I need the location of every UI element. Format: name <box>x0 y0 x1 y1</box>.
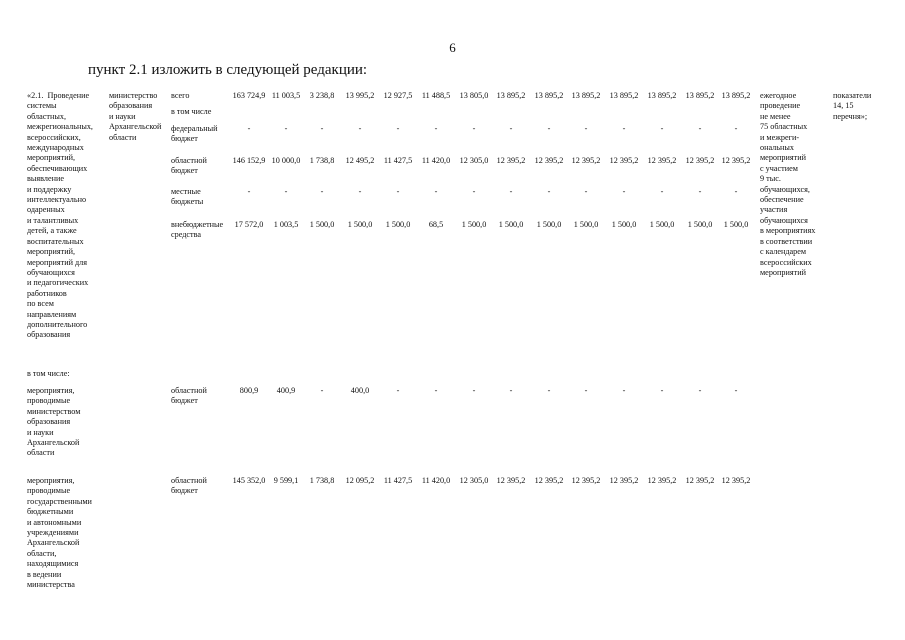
funding-row-value: - <box>396 187 400 196</box>
funding-row-value: 12 495,2 <box>345 156 375 165</box>
sub-item-funding-row-value: 12 395,2 <box>534 476 564 485</box>
funding-row-value: 1 500,0 <box>536 220 562 229</box>
funding-row-label: всего <box>171 91 190 100</box>
funding-row-value: 12 395,2 <box>721 156 751 165</box>
funding-row-value: - <box>396 124 400 133</box>
funding-row-value: 13 895,2 <box>571 91 601 100</box>
sub-item-funding-row-value: 145 352,0 <box>232 476 266 485</box>
sub-item-funding-row-value: - <box>734 386 738 395</box>
funding-row-value: - <box>734 124 738 133</box>
funding-row-value: - <box>584 187 588 196</box>
funding-row-value: 13 995,2 <box>345 91 375 100</box>
funding-row-value: - <box>247 124 251 133</box>
sub-item-funding-row-value: - <box>698 386 702 395</box>
executor: министерство образования и науки Архангельской области <box>109 91 162 142</box>
sub-item-funding-row-value: 12 305,0 <box>459 476 489 485</box>
sub-item-title: мероприятия, проводимые государственными бюджетными и автономными учреждениями Архангельской области, находящимися в ведении министерства <box>27 476 92 590</box>
funding-row-value: 13 895,2 <box>496 91 526 100</box>
funding-row-value: 12 395,2 <box>647 156 677 165</box>
funding-row-value: - <box>284 187 288 196</box>
sub-item-funding-row-value: 12 395,2 <box>496 476 526 485</box>
indicators: показатели 14, 15 перечня»; <box>833 91 872 121</box>
funding-row-value: 11 003,5 <box>271 91 301 100</box>
sub-item-funding-row-value: 400,0 <box>350 386 370 395</box>
funding-row-value: - <box>698 124 702 133</box>
funding-row-value: - <box>358 124 362 133</box>
funding-row-value: 12 927,5 <box>383 91 413 100</box>
funding-row-value: 12 305,0 <box>459 156 489 165</box>
sub-item-title: мероприятия, проводимые министерством образования и науки Архангельской области <box>27 386 81 458</box>
sub-item-funding-row-value: - <box>509 386 513 395</box>
sub-item-funding-row-value: - <box>660 386 664 395</box>
sub-item-funding-row-value: 12 095,2 <box>345 476 375 485</box>
sub-item-funding-row-value: 12 395,2 <box>685 476 715 485</box>
sub-item-funding-row-value: - <box>434 386 438 395</box>
sub-item-funding-row-value: 9 599,1 <box>273 476 299 485</box>
funding-row-value: 1 500,0 <box>573 220 599 229</box>
in-that-number-label: в том числе: <box>27 369 70 378</box>
funding-row-value: 12 395,2 <box>609 156 639 165</box>
funding-row-value: 13 895,2 <box>534 91 564 100</box>
funding-row-value: - <box>547 124 551 133</box>
funding-row-label: федеральный бюджет <box>171 124 218 144</box>
funding-row-value: - <box>434 187 438 196</box>
funding-row-value: 13 895,2 <box>647 91 677 100</box>
sub-item-funding-row-value: 12 395,2 <box>721 476 751 485</box>
funding-row-value: - <box>247 187 251 196</box>
funding-row-value: 1 500,0 <box>309 220 335 229</box>
funding-row-value: 12 395,2 <box>571 156 601 165</box>
funding-row-value: 146 152,9 <box>232 156 266 165</box>
funding-row-value: 1 500,0 <box>498 220 524 229</box>
sub-item-funding-row-value: - <box>472 386 476 395</box>
sub-item-funding-row-value: 400,9 <box>276 386 296 395</box>
funding-row-value: - <box>358 187 362 196</box>
funding-row-value: 3 238,8 <box>309 91 335 100</box>
sub-item-funding-row-label: областной бюджет <box>171 386 207 406</box>
funding-row-value: 1 500,0 <box>723 220 749 229</box>
sub-item-funding-row-value: - <box>320 386 324 395</box>
sub-item-funding-row-value: 1 738,8 <box>309 476 335 485</box>
funding-row-value: - <box>660 187 664 196</box>
sub-item-funding-row-value: 12 395,2 <box>571 476 601 485</box>
sub-item-funding-row-label: областной бюджет <box>171 476 207 496</box>
sub-item-funding-row-value: 11 427,5 <box>383 476 413 485</box>
funding-row-value: - <box>698 187 702 196</box>
funding-row-value: 1 500,0 <box>611 220 637 229</box>
funding-row-value: - <box>584 124 588 133</box>
funding-row-value: 12 395,2 <box>534 156 564 165</box>
funding-row-value: 11 427,5 <box>383 156 413 165</box>
funding-row-value: - <box>472 187 476 196</box>
funding-row-value: - <box>547 187 551 196</box>
funding-row-value: - <box>660 124 664 133</box>
funding-row-value: 12 395,2 <box>496 156 526 165</box>
funding-row-value: - <box>509 124 513 133</box>
funding-row-value: 13 895,2 <box>609 91 639 100</box>
funding-row-value: 10 000,0 <box>271 156 301 165</box>
funding-row-value: - <box>320 187 324 196</box>
funding-row-value: 12 395,2 <box>685 156 715 165</box>
funding-row-value: 1 003,5 <box>273 220 299 229</box>
funding-row-value: - <box>509 187 513 196</box>
sub-item-funding-row-value: 12 395,2 <box>647 476 677 485</box>
funding-row-value: 1 500,0 <box>347 220 373 229</box>
funding-row-value: 13 805,0 <box>459 91 489 100</box>
sub-item-funding-row-value: 11 420,0 <box>421 476 451 485</box>
funding-row-value: 1 500,0 <box>385 220 411 229</box>
funding-row-value: 13 895,2 <box>721 91 751 100</box>
amendment-heading: пункт 2.1 изложить в следующей редакции: <box>88 62 368 78</box>
item-title: «2.1. Проведение системы областных, межрегиональных, всероссийских, международных мероприятий, обеспечивающих выявление и поддержку интеллектуально одаренных и талантливых детей, а также воспитательных мероприятий, мероприятий для обучающихся и педагогических работников по всем направлениям дополнительного образования <box>27 91 93 340</box>
funding-row-label: в том числе <box>171 107 212 116</box>
funding-row-value: 1 738,8 <box>309 156 335 165</box>
sub-item-funding-row-value: - <box>584 386 588 395</box>
funding-row-value: 1 500,0 <box>649 220 675 229</box>
funding-row-value: 1 500,0 <box>461 220 487 229</box>
sub-item-funding-row-value: 12 395,2 <box>609 476 639 485</box>
funding-row-value: 17 572,0 <box>234 220 264 229</box>
funding-row-value: - <box>734 187 738 196</box>
result-text: ежегодное проведение не менее 75 областных и межреги- ональных мероприятий с участием 9 тыс. обучающихся, обеспечение участия обучающихся в мероприятиях в соответствии с календарем всероссийских мероприятий <box>760 91 816 277</box>
page-number: 6 <box>449 40 456 55</box>
sub-item-funding-row-value: - <box>622 386 626 395</box>
funding-row-value: 163 724,9 <box>232 91 266 100</box>
funding-row-value: 11 488,5 <box>421 91 451 100</box>
funding-row-label: областной бюджет <box>171 156 207 176</box>
funding-row-value: - <box>320 124 324 133</box>
funding-row-value: - <box>622 187 626 196</box>
funding-row-value: 1 500,0 <box>687 220 713 229</box>
funding-row-label: внебюджетные средства <box>171 220 224 240</box>
funding-row-value: 68,5 <box>428 220 444 229</box>
funding-row-value: - <box>284 124 288 133</box>
funding-row-label: местные бюджеты <box>171 187 204 207</box>
sub-item-funding-row-value: - <box>547 386 551 395</box>
funding-row-value: 11 420,0 <box>421 156 451 165</box>
funding-row-value: - <box>434 124 438 133</box>
sub-item-funding-row-value: 800,9 <box>239 386 259 395</box>
funding-row-value: - <box>622 124 626 133</box>
sub-item-funding-row-value: - <box>396 386 400 395</box>
funding-row-value: 13 895,2 <box>685 91 715 100</box>
funding-row-value: - <box>472 124 476 133</box>
